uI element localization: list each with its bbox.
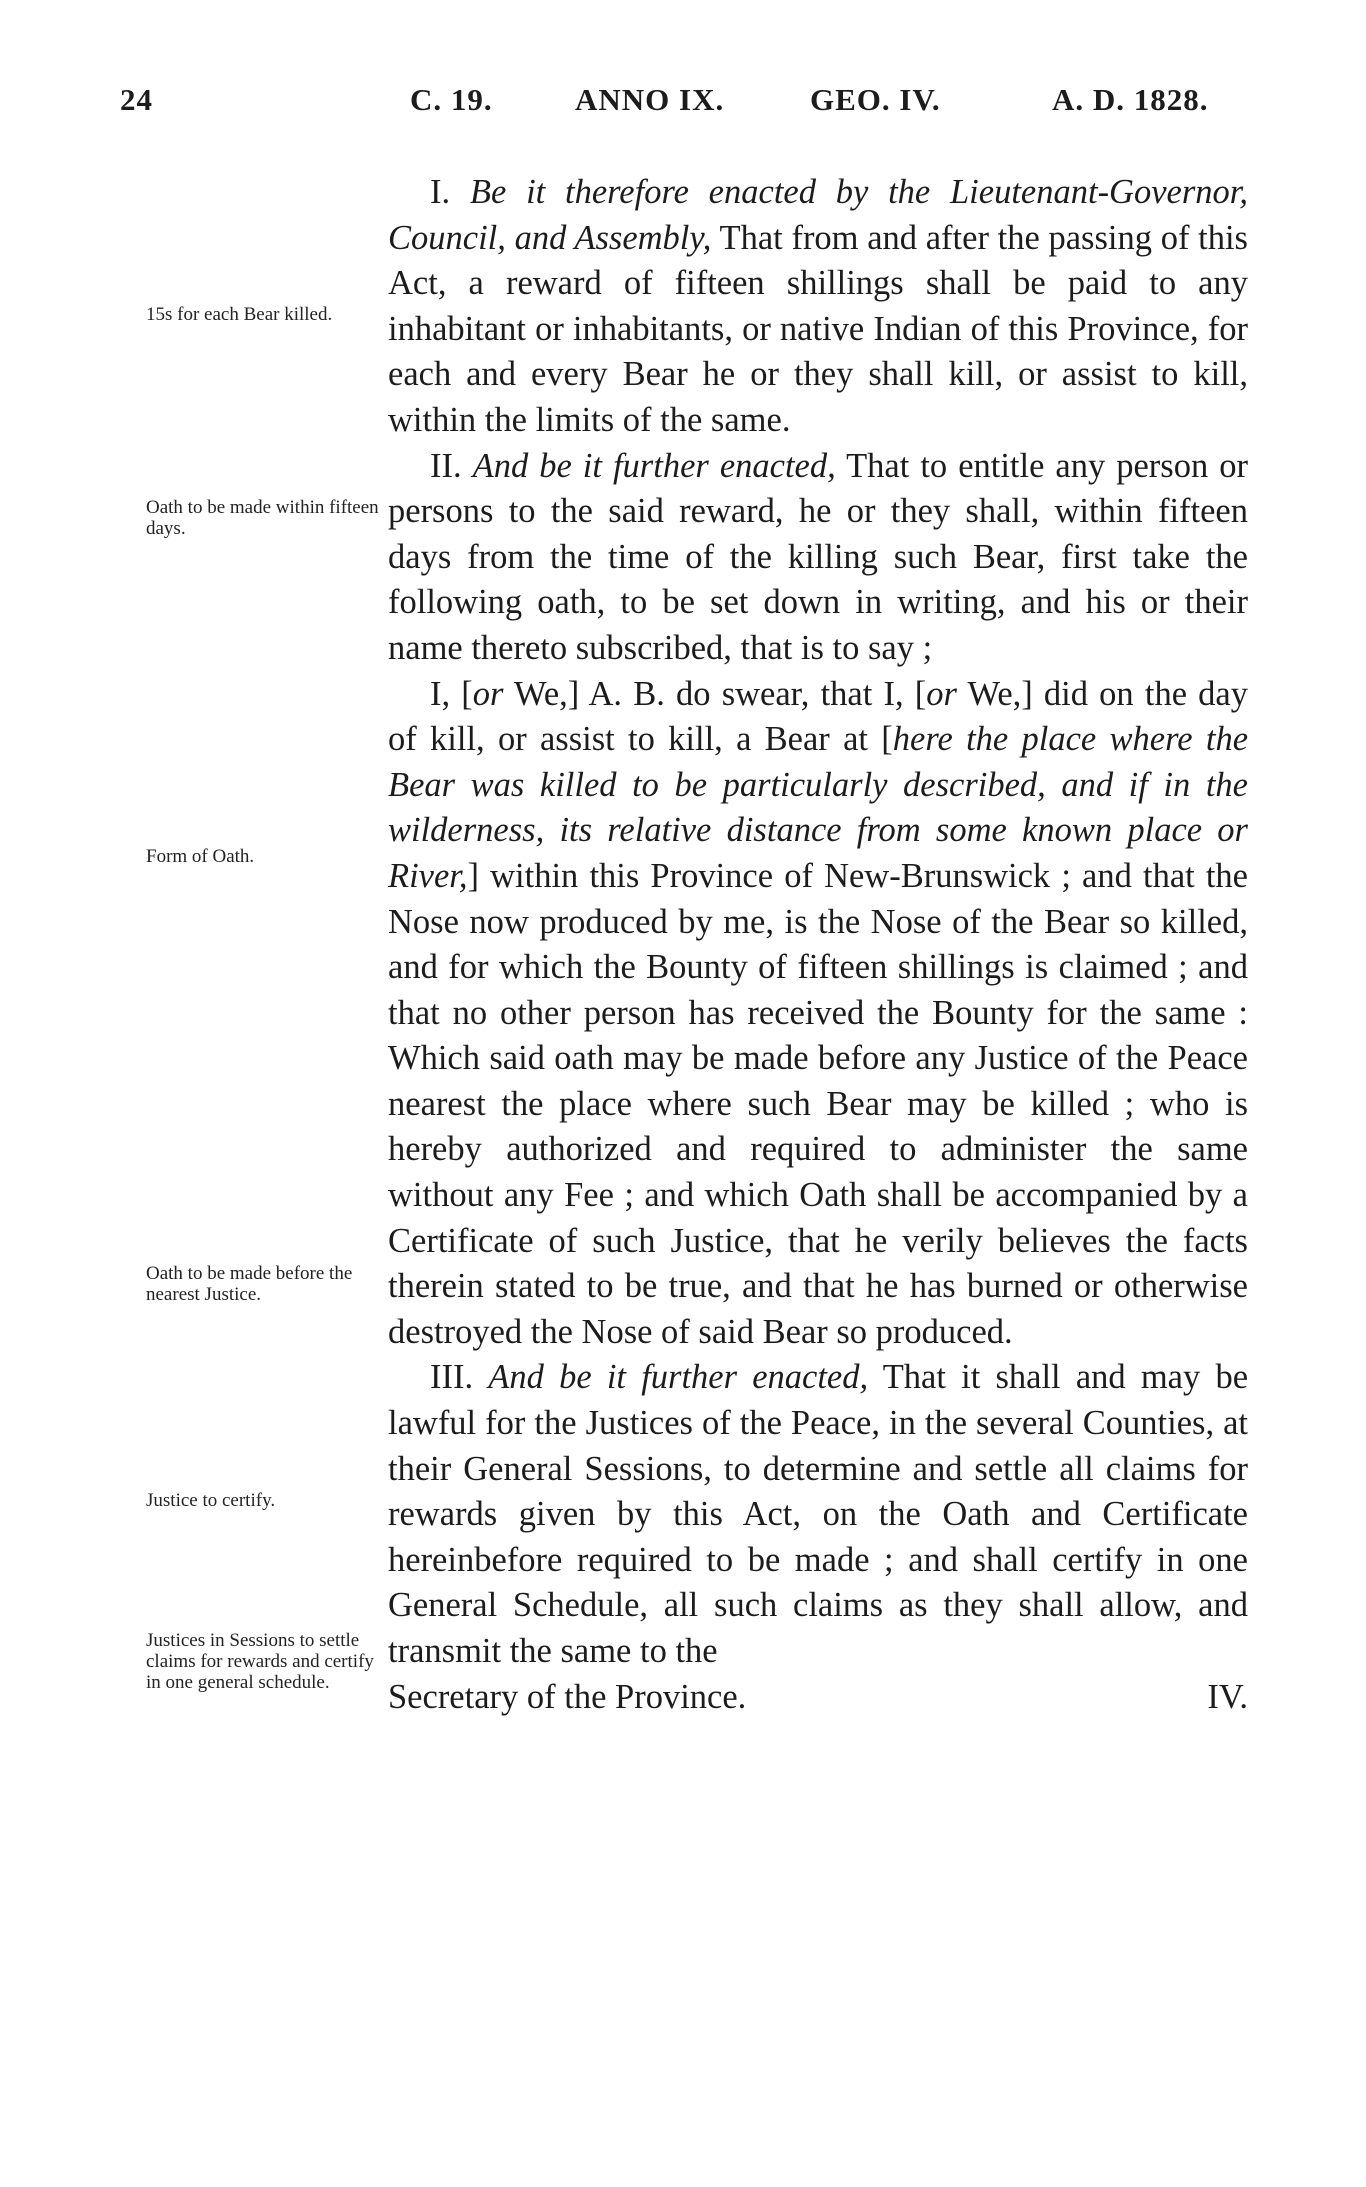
section-number: I. <box>430 173 451 211</box>
section-text: That to entitle any person or persons to the said reward, he or they shall, within fifteen days from the time of the killing such Bear, first take the following oath, to be set down in writing, and his or their name thereto subscribed, that is to say ; <box>388 446 1248 667</box>
oath-form <box>388 672 1248 1356</box>
oath-text: We,] A. B. do swear, that I, [ <box>503 674 927 713</box>
marginal-note-justice-certify: Justice to certify. <box>146 1490 276 1511</box>
marginal-note-form-of-oath: Form of Oath. <box>146 846 255 867</box>
running-head <box>120 82 1250 122</box>
section-1 <box>388 170 1248 444</box>
section-text: That from and after the passing of this Act, a reward of fifteen shillings shall be paid to any inhabitant or inhabitants, or native Indian of this Province, for each and every Bear he or they shall kill, or assist to kill, within the limits of the same. <box>388 218 1248 439</box>
anno-label: ANNO IX. <box>575 82 725 117</box>
oath-continuation: Which said oath may be made before any Justice of the Peace nearest the place where such Bear may be killed ; who is hereby authorized and required to administer the same without any Fee ; and which Oath shall be accompanied by a Certificate of such Justice, that he verily believes the facts therein stated to be true, and that he has burned or otherwise destroyed the Nose of said Bear so produced. <box>388 1039 1248 1351</box>
oath-text: ] within this Province of New-Brunswick ; and that the Nose now produced by me, is the Nose of the Bear so killed, and for which the Bounty of fifteen shillings is claimed ; and that no other person has received the Bounty for the same : <box>388 856 1248 1032</box>
year-label: A. D. 1828. <box>1052 82 1209 117</box>
page-number: 24 <box>120 82 153 117</box>
oath-text: We,] did on the day of kill, or assist to kill, a Bear at [ <box>388 674 1248 759</box>
marginal-note-oath-justice: Oath to be made before the nearest Justice. <box>146 1263 353 1305</box>
body-text <box>388 170 1248 1720</box>
enacting-clause: And be it further enacted, <box>488 1358 869 1397</box>
catchword: IV. <box>1207 1677 1248 1716</box>
section-number: III. <box>430 1358 474 1397</box>
enacting-clause: And be it further enacted, <box>472 446 836 485</box>
marginal-note-oath-days: Oath to be made within fifteen days. <box>146 497 379 539</box>
oath-text: I, [ <box>430 674 473 713</box>
reign-label: GEO. IV. <box>810 82 941 117</box>
chapter-number: C. 19. <box>410 82 493 117</box>
section-3 <box>388 1355 1248 1674</box>
section-number: II. <box>430 446 462 485</box>
final-line <box>388 1675 1248 1721</box>
oath-alternative: or <box>926 674 957 713</box>
enacting-clause: Be it therefore enacted by the Lieutenant-Governor, Council, and Assembly, <box>388 173 1248 257</box>
section-text: That it shall and may be lawful for the Justices of the Peace, in the several Counties, at their General Sessions, to determine and settle all claims for rewards given by this Act, on the Oath and Certificate hereinbefore required to be made ; and shall certify in one General Schedule, all such claims as they shall allow, and transmit the same to the <box>388 1358 1249 1670</box>
section-2 <box>388 444 1248 672</box>
marginal-note-reward: 15s for each Bear killed. <box>146 304 333 325</box>
oath-instruction: here the place where the Bear was killed to be particularly described, and if in the wilderness, its relative distance from some known place or River, <box>388 720 1249 895</box>
oath-alternative: or <box>472 674 504 713</box>
section-text-end: Secretary of the Province. <box>388 1677 747 1716</box>
marginal-note-justices-sessions: Justices in Sessions to settle claims for rewards and certify in one general schedule. <box>146 1630 374 1693</box>
